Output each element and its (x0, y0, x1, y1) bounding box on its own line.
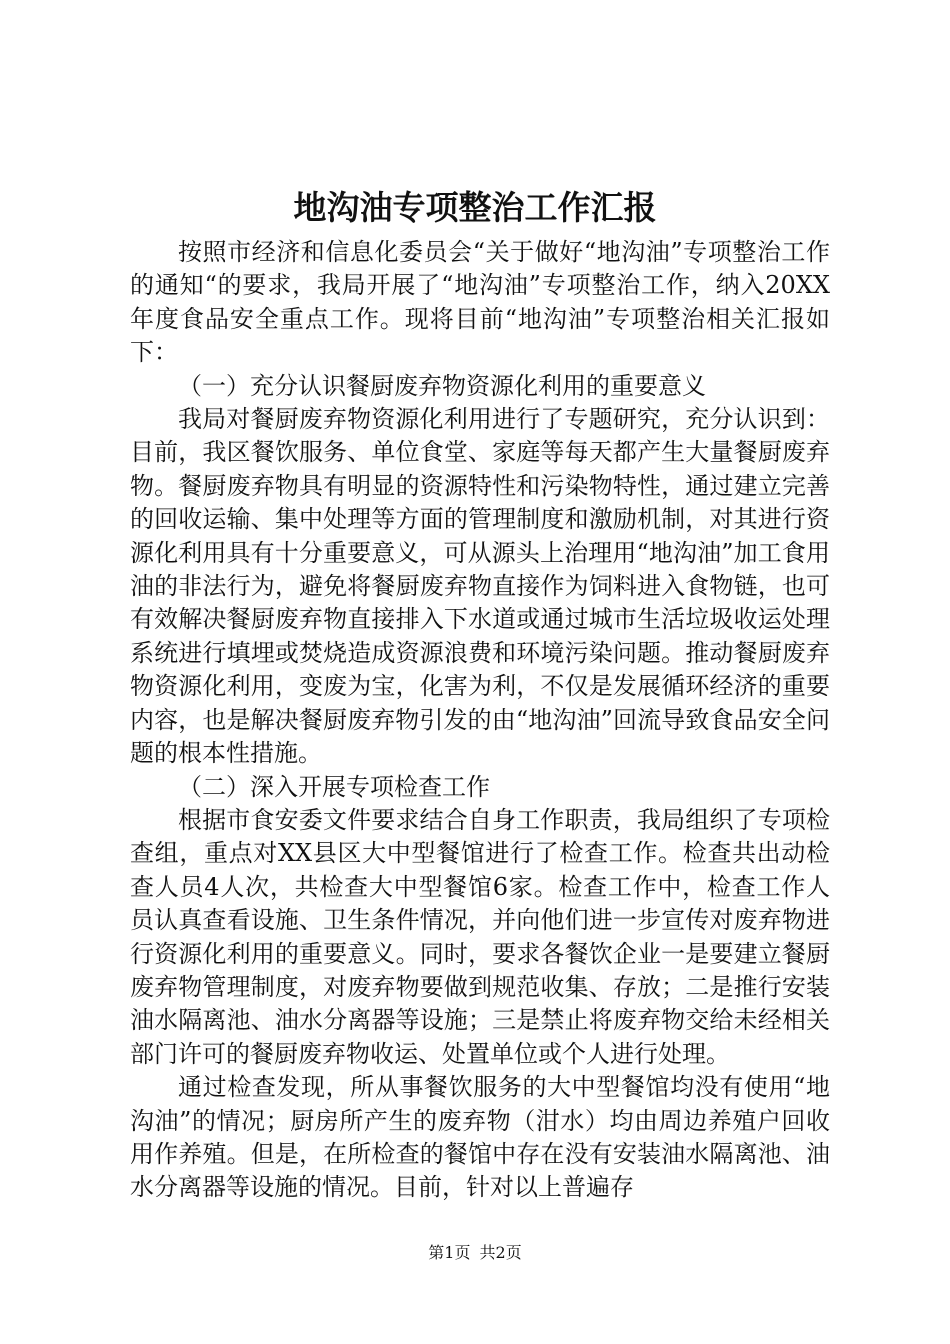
section-heading-1: （一）充分认识餐厨废弃物资源化利用的重要意义 (178, 371, 706, 400)
document-body (130, 236, 830, 1205)
paragraph-inspection: 根据市食安委文件要求结合自身工作职责，我局组织了专项检查组，重点对XX县区大中型餐馆进行了检查工作。检查共出动检查人员4人次，共检查大中型餐馆6家。检查工作中，检查工作人员认真查看设施、卫生条件情况，并向他们进一步宣传对废弃物进行资源化利用的重要意义。同时，要求各餐饮企业一是要建立餐厨废弃物管理制度，对废弃物要做到规范收集、存放；二是推行安装油水隔离池、油水分离器等设施；三是禁止将废弃物交给未经相关部门许可的餐厨废弃物收运、处置单位或个人进行处理。 (130, 805, 830, 1068)
page-footer (0, 1242, 950, 1264)
document-title: 地沟油专项整治工作汇报 (293, 188, 657, 227)
paragraph-findings: 通过检查发现，所从事餐饮服务的大中型餐馆均没有使用“地沟油”的情况；厨房所产生的废弃物（泔水）均由周边养殖户回收用作养殖。但是，在所检查的餐馆中存在没有安装油水隔离池、油水分离器等设施的情况。目前，针对以上普遍存 (130, 1073, 830, 1202)
paragraph-significance: 我局对餐厨废弃物资源化利用进行了专题研究，充分认识到：目前，我区餐饮服务、单位食堂、家庭等每天都产生大量餐厨废弃物。餐厨废弃物具有明显的资源特性和污染物特性，通过建立完善的回收运输、集中处理等方面的管理制度和激励机制，对其进行资源化利用具有十分重要意义，可从源头上治理用“地沟油”加工食用油的非法行为，避免将餐厨废弃物直接作为饲料进入食物链，也可有效解决餐厨废弃物直接排入下水道或通过城市生活垃圾收运处理系统进行填埋或焚烧造成资源浪费和环境污染问题。推动餐厨废弃物资源化利用，变废为宝，化害为利，不仅是发展循环经济的重要内容，也是解决餐厨废弃物引发的由“地沟油”回流导致食品安全问题的根本性措施。 (130, 405, 830, 768)
page-total: 共2页 (479, 1243, 522, 1262)
paragraph-intro: 按照市经济和信息化委员会“关于做好“地沟油”专项整治工作的通知“的要求，我局开展了“地沟油”专项整治工作，纳入20XX年度食品安全重点工作。现将目前“地沟油”专项整治相关汇报如下： (130, 238, 830, 367)
section-heading-2: （二）深入开展专项检查工作 (178, 772, 490, 801)
page-number: 第1页 (428, 1243, 471, 1262)
